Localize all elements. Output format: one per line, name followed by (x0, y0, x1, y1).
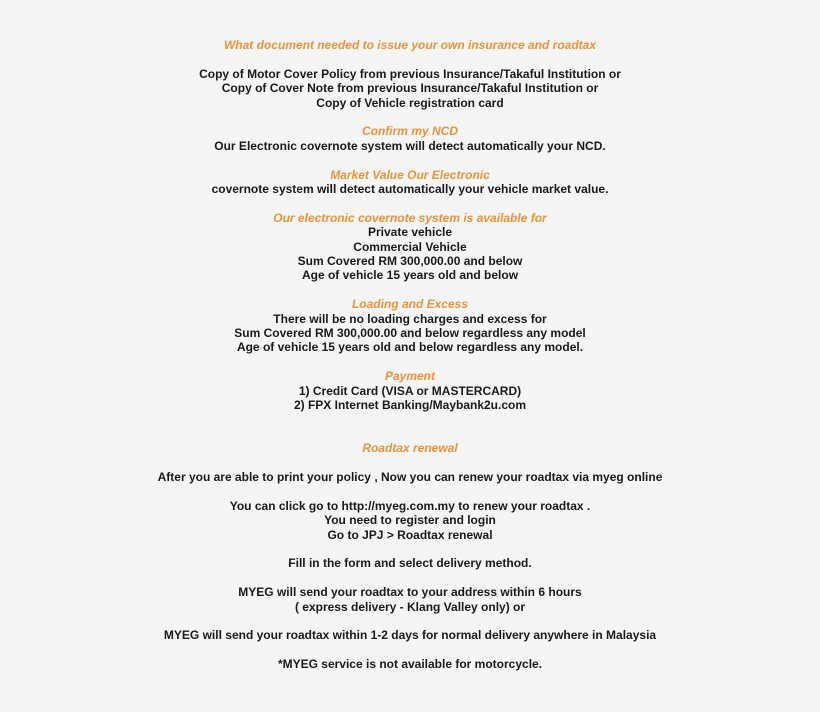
roadtax-goto: Go to JPJ > Roadtax renewal (327, 527, 493, 542)
loading-heading: Loading and Excess (351, 297, 469, 312)
roadtax-register: You need to register and login (324, 513, 496, 528)
roadtax-express-1: MYEG will send your roadtax to your address within 6 hours (238, 585, 582, 600)
documents-line-3: Copy of Vehicle registration card (316, 95, 504, 110)
loading-line-2: Sum Covered RM 300,000.00 and below regardless any model (234, 326, 586, 341)
availability-heading: Our electronic covernote system is available for (273, 210, 547, 225)
roadtax-normal: MYEG will send your roadtax within 1-2 days for normal delivery anywhere in Malaysia (163, 628, 657, 643)
market-value-heading: Market Value Our Electronic (330, 167, 490, 182)
roadtax-note: *MYEG service is not available for motorcycle. (277, 657, 543, 672)
loading-line-3: Age of vehicle 15 years old and below regardless any model. (236, 340, 584, 355)
roadtax-click-suffix: to renew your roadtax . (454, 498, 591, 513)
documents-heading: What document needed to issue your own insurance and roadtax (223, 38, 597, 52)
documents-line-2: Copy of Cover Note from previous Insurance/Takaful Institution or (221, 81, 599, 96)
roadtax-intro: After you are able to print your policy , Now you can renew your roadtax via myeg online (157, 470, 663, 485)
payment-line-1: 1) Credit Card (VISA or MASTERCARD) (298, 383, 522, 398)
market-value-line-1: covernote system will detect automatically your vehicle market value. (211, 182, 609, 197)
availability-line-4: Age of vehicle 15 years old and below (301, 268, 519, 283)
roadtax-heading: Roadtax renewal (362, 441, 458, 456)
payment-heading: Payment (384, 369, 436, 384)
myeg-link[interactable]: http://myeg.com.my (341, 498, 455, 513)
ncd-line-1: Our Electronic covernote system will detect automatically your NCD. (214, 138, 606, 153)
roadtax-click-line (0, 499, 820, 513)
documents-line-1: Copy of Motor Cover Policy from previous Insurance/Takaful Institution or (199, 66, 621, 81)
payment-line-2: 2) FPX Internet Banking/Maybank2u.com (293, 398, 527, 413)
roadtax-express-2: ( express delivery - Klang Valley only) or (294, 599, 526, 614)
roadtax-fill: Fill in the form and select delivery method. (288, 556, 532, 571)
loading-line-1: There will be no loading charges and excess for (273, 311, 547, 326)
availability-line-3: Sum Covered RM 300,000.00 and below (297, 254, 523, 269)
availability-line-2: Commercial Vehicle (353, 239, 467, 254)
roadtax-click-prefix: You can click go to (229, 498, 342, 513)
ncd-heading: Confirm my NCD (361, 124, 458, 139)
availability-line-1: Private vehicle (367, 225, 453, 240)
document-body (0, 38, 820, 672)
